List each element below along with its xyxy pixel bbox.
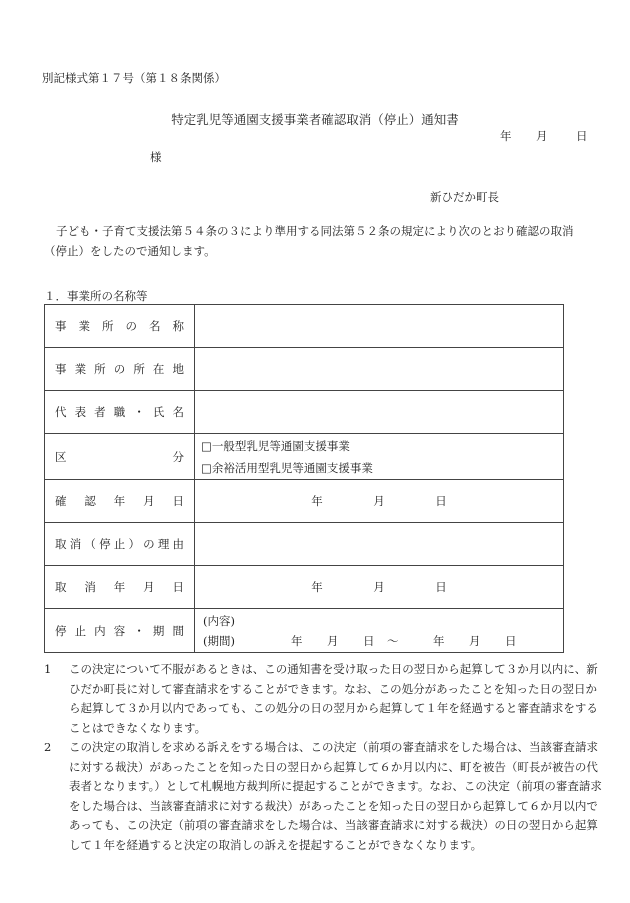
cancel-month-label: 月 (373, 580, 385, 594)
confirm-year-label: 年 (311, 494, 323, 508)
date-year-label: 年 (500, 129, 512, 143)
spread-label: 取 消 （ 停 止 ） の 理 由 (55, 537, 184, 551)
facility-name-value[interactable] (195, 305, 564, 348)
spread-label: 確 認 年 月 日 (55, 494, 184, 508)
confirm-date-fields (205, 493, 553, 509)
kubun-options (195, 434, 564, 480)
cancel-day-label: 日 (435, 580, 447, 594)
table-row (45, 523, 564, 566)
section-title: １．事業所の名称等 (44, 289, 148, 303)
facility-info-table (44, 304, 564, 653)
confirm-day-label: 日 (435, 494, 447, 508)
spread-label: 代 表 者 職 ・ 氏 名 (55, 405, 184, 419)
note-text: この決定について不服があるときは、この通知書を受け取った日の翌日から起算して３か月以内に、新ひだか町長に対して審査請求をすることができます。なお、この処分があったことを知った日の翌日から起算して３か月以内であっても、この処分の日の翌月から起算して１年を経過すると審査請求をすることはできなくなります。 (69, 662, 598, 735)
representative-value[interactable] (195, 391, 564, 434)
kubun-option-general[interactable]: □一般型乳児等通園支援事業 (201, 438, 350, 453)
period-end-year: 年 (433, 633, 445, 648)
confirm-month-label: 月 (373, 494, 385, 508)
note-item (44, 660, 604, 738)
table-row (45, 480, 564, 523)
period-start-day: 日 (363, 633, 375, 648)
table-row (45, 434, 564, 480)
confirm-date-value[interactable] (195, 480, 564, 523)
period-end-month: 月 (469, 633, 481, 648)
suspension-period-label: (期間) (203, 633, 235, 648)
period-start-month: 月 (327, 633, 339, 648)
note-number: 1 (44, 662, 52, 676)
suspension-period[interactable] (203, 631, 553, 651)
table-row (45, 391, 564, 434)
note-number: 2 (44, 740, 52, 754)
issuer-name: 新ひだか町長 (430, 190, 499, 204)
notes-section (44, 660, 604, 855)
spread-label: 事 業 所 の 名 称 (55, 319, 184, 333)
table-row (45, 348, 564, 391)
period-start-year: 年 (291, 633, 303, 648)
representative-label (45, 391, 195, 434)
suspension-content-label: (内容) (203, 613, 235, 628)
issue-date (500, 128, 588, 144)
kubun-label (45, 434, 195, 480)
cancel-reason-label (45, 523, 195, 566)
facility-address-value[interactable] (195, 348, 564, 391)
spread-label: 区 分 (55, 449, 184, 464)
suspension-value (195, 609, 564, 653)
suspension-content[interactable] (203, 611, 553, 631)
kubun-option-spare-capacity[interactable]: □余裕活用型乳児等通園支援事業 (201, 460, 373, 475)
facility-address-label (45, 348, 195, 391)
cancel-reason-value[interactable] (195, 523, 564, 566)
table-row (45, 566, 564, 609)
date-day-label: 日 (576, 129, 588, 143)
cancel-year-label: 年 (311, 580, 323, 594)
table-row (45, 305, 564, 348)
spread-label: 停 止 内 容 ・ 期 間 (55, 623, 184, 638)
period-end-day: 日 (505, 633, 517, 648)
cancel-date-value[interactable] (195, 566, 564, 609)
facility-name-label (45, 305, 195, 348)
suspension-label (45, 609, 195, 653)
date-month-label: 月 (536, 129, 548, 143)
cancel-date-label (45, 566, 195, 609)
addressee-suffix: 様 (150, 150, 162, 164)
confirm-date-label (45, 480, 195, 523)
table-row (45, 609, 564, 653)
note-text: この決定の取消しを求める訴えをする場合は、この決定（前項の審査請求をした場合は、当該審査請求に対する裁決）があったことを知った日の翌日から起算して６か月以内に、町を被告（町長が被告の代表者となります。）として札幌地方裁判所に提起することができます。なお、この決定（前項の審査請求をした場合は、当該審査請求に対する裁決）があったことを知った日の翌日から起算して６か月以内であっても、この決定（前項の審査請求をした場合は、当該審査請求に対する裁決）の日の翌日から起算して１年を経過すると決定の取消しの訴えを提起することができなくなります。 (69, 740, 602, 852)
spread-label: 取 消 年 月 日 (55, 580, 184, 594)
intro-paragraph: 子ども・子育て支援法第５４条の３により準用する同法第５２条の規定により次のとおり確認の取消（停止）をしたので通知します。 (44, 224, 574, 258)
note-item (44, 738, 604, 855)
spread-label: 事 業 所 の 所 在 地 (55, 362, 184, 376)
form-number: 別記様式第１７号（第１８条関係） (42, 71, 226, 85)
cancel-date-fields (205, 579, 553, 595)
document-title: 特定乳児等通園支援事業者確認取消（停止）通知書 (171, 112, 459, 127)
period-separator: 〜 (387, 633, 399, 648)
